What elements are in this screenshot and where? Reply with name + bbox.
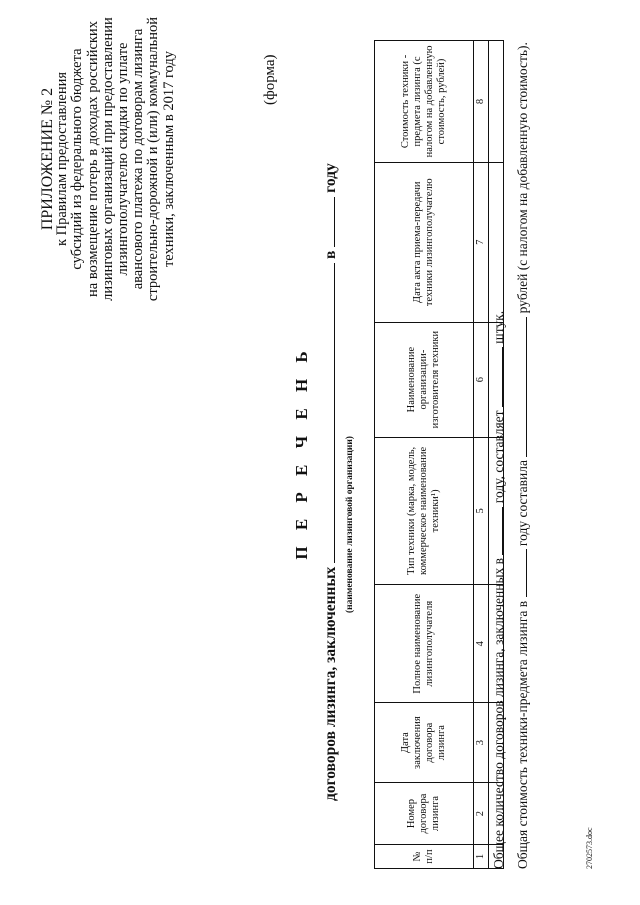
appendix-block (40, 9, 177, 309)
leasing-table (374, 40, 504, 869)
column-number: 7 (474, 162, 489, 322)
page-title: П Е Р Е Ч Е Н Ь (292, 345, 311, 560)
heading-line (320, 163, 340, 801)
document-id: 2702573.doc (585, 827, 594, 869)
cost-blank (514, 317, 527, 457)
column-number: 1 (474, 845, 489, 869)
header-cell: Дата заключения договора лизинга (375, 703, 474, 783)
header-cell: Тип техники (марка, модель, коммерческое наименование техники¹) (375, 437, 474, 585)
column-number: 6 (474, 322, 489, 437)
heading-year: году (322, 163, 339, 193)
column-number: 4 (474, 585, 489, 703)
year-blank (490, 507, 503, 555)
organization-sublabel: (наименование лизинговой организации) (345, 436, 355, 613)
column-number: 2 (474, 783, 489, 845)
total-cost-text-a: Общая стоимость техники-предмета лизинга в (515, 600, 530, 869)
appendix-line: лизинговых организаций при предоставлении (99, 17, 116, 301)
heading-prefix: договоров лизинга, заключенных (322, 566, 339, 801)
total-cost-line (514, 7, 532, 869)
column-number: 8 (474, 41, 489, 163)
table-header-row (375, 41, 474, 869)
column-number: 3 (474, 703, 489, 783)
appendix-line: субсидий из федерального бюджета (69, 48, 86, 270)
header-cell: № п/п (375, 845, 474, 869)
heading-in: в (322, 250, 339, 259)
total-count-line (490, 311, 507, 869)
appendix-line: на возмещение потерь в доходах российских (84, 21, 101, 297)
header-cell: Номер договора лизинга (375, 783, 474, 845)
header-cell: Дата акта приема-передачи техники лизингополучателю (375, 162, 474, 322)
count-blank (490, 347, 503, 407)
appendix-title: ПРИЛОЖЕНИЕ № 2 (39, 87, 56, 231)
form-label: (форма) (262, 54, 278, 105)
table-number-row (474, 41, 489, 869)
appendix-line: авансового платежа по договорам лизинга (130, 28, 147, 290)
total-count-text-c: штук. (491, 310, 506, 344)
total-count-text-a: Общее количество договоров лизинга, заключенных в (491, 557, 506, 869)
table-cell (489, 162, 504, 322)
appendix-line: лизингополучателю скидки по уплате (115, 42, 132, 276)
total-count-text-b: году, составляет (491, 410, 506, 504)
year-blank (320, 197, 335, 247)
header-cell: Наименование организации-изготовителя техники (375, 322, 474, 437)
total-cost-text-c: рублей (с налогом на добавленную стоимость). (515, 42, 530, 314)
appendix-line: строительно-дорожной и (или) коммунальной (145, 16, 162, 302)
total-cost-text-b: году составила (515, 460, 530, 547)
header-cell: Стоимость техники - предмета лизинга (с налогом на добавленную стоимость, рублей) (375, 41, 474, 163)
year-blank (514, 549, 527, 597)
table-cell (489, 41, 504, 163)
column-number: 5 (474, 437, 489, 585)
appendix-line: к Правилам предоставления (54, 71, 71, 247)
organization-blank (320, 263, 335, 563)
appendix-line: техники, заключенным в 2017 году (160, 50, 177, 268)
header-cell: Полное наименование лизингополучателя (375, 585, 474, 703)
